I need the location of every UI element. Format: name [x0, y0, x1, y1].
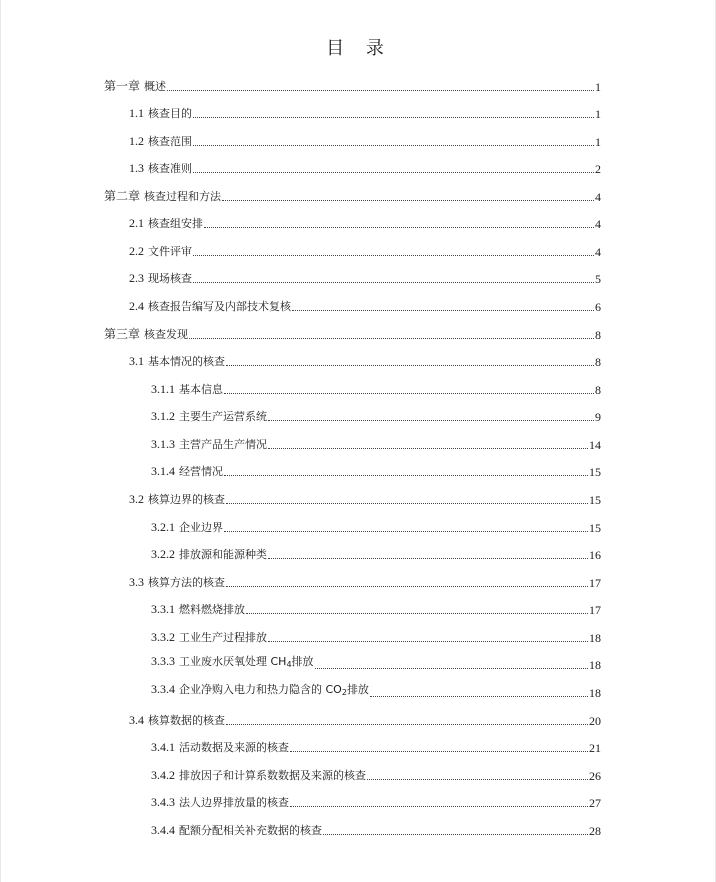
dot-leader — [367, 779, 588, 780]
toc-entry-text: 核算方法的核查 — [148, 576, 225, 589]
toc-entry-3-3-1[interactable] — [151, 601, 601, 619]
toc-entry-3-4[interactable] — [129, 712, 601, 730]
dot-leader — [222, 200, 594, 201]
toc-entry-text: 工业生产过程排放 — [179, 631, 267, 644]
toc-entry-3-1[interactable] — [129, 353, 601, 371]
toc-entry-3-3[interactable] — [129, 574, 601, 592]
toc-entry-number: 2.1 — [129, 216, 144, 230]
dot-leader — [189, 338, 594, 339]
toc-entry-text: 活动数据及来源的核查 — [179, 741, 289, 754]
toc-entry-label — [151, 380, 223, 399]
toc-entry-3-1-2[interactable] — [151, 408, 601, 426]
toc-entry-label — [129, 159, 192, 178]
toc-entry-text: 企业边界 — [179, 521, 223, 534]
toc-entry-text: 核查报告编写及内部技术复核 — [148, 300, 291, 313]
dot-leader — [268, 448, 588, 449]
toc-page-number: 18 — [589, 631, 601, 645]
toc-entry-1-2[interactable] — [129, 133, 601, 151]
dot-leader — [193, 255, 594, 256]
toc-entry-text: 基本信息 — [179, 383, 223, 396]
toc-entry-number: 3.3 — [129, 575, 144, 589]
toc-entry-label — [129, 352, 225, 371]
toc-entry-text: 现场核查 — [148, 272, 192, 285]
toc-entry-text: 核查目的 — [148, 107, 192, 120]
dot-leader — [292, 310, 594, 311]
toc-page-number: 18 — [589, 686, 601, 700]
toc-entry-label — [151, 793, 289, 812]
toc-entry-text-tail: 排放 — [346, 683, 369, 696]
toc-entry-number: 3.3.1 — [151, 602, 175, 616]
toc-entry-3-2-1[interactable] — [151, 519, 601, 537]
toc-entry-text: 核查发现 — [144, 328, 189, 341]
toc-entry-text: 核算数据的核查 — [148, 714, 225, 727]
toc-page-number: 8 — [595, 328, 601, 342]
dot-leader — [224, 393, 594, 394]
toc-entry-number: 3.3.3 — [151, 654, 175, 668]
toc-entry-text: 文件评审 — [148, 245, 192, 258]
dot-leader — [323, 834, 588, 835]
dot-leader — [204, 227, 594, 228]
toc-entry-label — [151, 680, 369, 702]
toc-page-number: 17 — [589, 576, 601, 590]
toc-entry-3-3-4[interactable] — [151, 684, 601, 702]
toc-entry-3-4-1[interactable] — [151, 739, 601, 757]
toc-entry-label — [151, 766, 366, 785]
toc-entry-text-tail: 排放 — [291, 655, 314, 668]
subscript: 4 — [286, 660, 292, 669]
dot-leader — [290, 806, 588, 807]
toc-entry-text: 主营产品生产情况 — [179, 438, 267, 451]
toc-page-number: 18 — [589, 658, 601, 672]
dot-leader — [268, 641, 588, 642]
toc-entry-number: 3.1.1 — [151, 382, 175, 396]
dot-leader — [246, 613, 588, 614]
toc-entry-number: 1.2 — [129, 134, 144, 148]
dot-leader — [370, 696, 588, 697]
toc-entry-3-4-4[interactable] — [151, 822, 601, 840]
toc-entry-text: 排放源和能源种类 — [179, 548, 267, 561]
dot-leader — [268, 420, 594, 421]
toc-entry-number: 3.2 — [129, 492, 144, 506]
toc-page-number: 1 — [595, 80, 601, 94]
toc-entry-3-1-4[interactable] — [151, 463, 601, 481]
toc-entry-number: 3.2.2 — [151, 547, 175, 561]
toc-entry-number: 3.1.4 — [151, 464, 175, 478]
toc-entry-label — [129, 711, 225, 730]
toc-page-number: 4 — [595, 190, 601, 204]
toc-entry-number: 3.2.1 — [151, 520, 175, 534]
toc-entry-text: 经营情况 — [179, 465, 223, 478]
toc-entry-number: 3.1.3 — [151, 437, 175, 451]
toc-page-number: 15 — [589, 521, 601, 535]
toc-entry-text: 排放因子和计算系数数据及来源的核查 — [179, 769, 366, 782]
toc-entry-3-3-3[interactable] — [151, 656, 601, 674]
toc-entry-2-3[interactable] — [129, 270, 601, 288]
toc-entry-text: 主要生产运营系统 — [179, 410, 267, 423]
toc-entry-3-4-3[interactable] — [151, 794, 601, 812]
toc-entry-text: 工业废水厌氧处理 CH — [179, 655, 287, 668]
toc-entry-number: 3.4.4 — [151, 823, 175, 837]
toc-entry-label — [151, 518, 223, 537]
toc-entry-label — [151, 652, 314, 674]
toc-page-number: 16 — [589, 548, 601, 562]
toc-entry-text: 核查范围 — [148, 135, 192, 148]
toc-page-number: 4 — [595, 217, 601, 231]
toc-entry-label — [151, 821, 322, 840]
toc-entry-number: 3.3.4 — [151, 682, 175, 696]
toc-page-number: 8 — [595, 355, 601, 369]
toc-entry-label — [151, 435, 267, 454]
dot-leader — [226, 724, 588, 725]
toc-entry-3-4-2[interactable] — [151, 767, 601, 785]
toc-entry-text: 企业净购入电力和热力隐含的 CO — [179, 683, 342, 696]
toc-entry-label — [104, 325, 188, 344]
toc-entry-2-1[interactable] — [129, 215, 601, 233]
toc-entry-label — [151, 462, 223, 481]
toc-entry-number: 2.4 — [129, 299, 144, 313]
toc-entry-3-3-2[interactable] — [151, 629, 601, 647]
toc-page-number: 15 — [589, 465, 601, 479]
toc-entry-2-2[interactable] — [129, 243, 601, 261]
toc-entry-label — [151, 545, 267, 564]
toc-page-number: 21 — [589, 741, 601, 755]
dot-leader — [268, 558, 588, 559]
toc-entry-number: 2.2 — [129, 244, 144, 258]
dot-leader — [226, 586, 588, 587]
toc-entry-3-2-2[interactable] — [151, 546, 601, 564]
toc-entry-number: 1.3 — [129, 161, 144, 175]
toc-entry-text: 燃料燃烧排放 — [179, 603, 245, 616]
toc-entry-number: 3.1.2 — [151, 409, 175, 423]
toc-entry-number: 3.4.3 — [151, 795, 175, 809]
toc-entry-number: 3.4.2 — [151, 768, 175, 782]
toc-entry-chapter-3[interactable] — [104, 326, 601, 344]
dot-leader — [224, 475, 588, 476]
toc-entry-number: 第二章 — [104, 189, 141, 203]
toc-page-number: 2 — [595, 162, 601, 176]
toc-entry-label — [129, 297, 291, 316]
toc-entry-number: 3.1 — [129, 354, 144, 368]
toc-entry-label — [129, 214, 203, 233]
toc-entry-number: 3.4 — [129, 713, 144, 727]
toc-page-number: 14 — [589, 438, 601, 452]
dot-leader — [193, 282, 594, 283]
toc-title: 目 录 — [326, 38, 392, 59]
toc-page-number: 4 — [595, 245, 601, 259]
dot-leader — [315, 668, 588, 669]
dot-leader — [224, 531, 588, 532]
toc-entry-text: 核查组安排 — [148, 217, 203, 230]
toc-page-number: 1 — [595, 107, 601, 121]
toc-entry-1-1[interactable] — [129, 105, 601, 123]
toc-page-number: 17 — [589, 603, 601, 617]
toc-entry-label — [129, 242, 192, 261]
toc-entry-number: 3.4.1 — [151, 740, 175, 754]
toc-entry-label — [104, 77, 166, 96]
toc-page-number: 15 — [589, 493, 601, 507]
toc-entry-label — [151, 628, 267, 647]
dot-leader — [167, 90, 594, 91]
toc-page-number: 26 — [589, 769, 601, 783]
toc-entry-label — [104, 187, 221, 206]
toc-entry-number: 3.3.2 — [151, 630, 175, 644]
toc-entry-number: 2.3 — [129, 271, 144, 285]
toc-page-number: 9 — [595, 410, 601, 424]
dot-leader — [193, 117, 594, 118]
toc-page-number: 1 — [595, 135, 601, 149]
toc-entry-label — [129, 490, 225, 509]
dot-leader — [290, 751, 588, 752]
toc-entry-3-1-3[interactable] — [151, 436, 601, 454]
toc-entry-3-1-1[interactable] — [151, 381, 601, 399]
toc-entry-2-4[interactable] — [129, 298, 601, 316]
toc-entry-text: 核查准则 — [148, 162, 192, 175]
toc-entry-label — [151, 738, 289, 757]
toc-page-number: 5 — [595, 272, 601, 286]
toc-entry-label — [129, 132, 192, 151]
toc-entry-3-2[interactable] — [129, 491, 601, 509]
toc-entry-number: 1.1 — [129, 106, 144, 120]
toc-entry-label — [129, 269, 192, 288]
toc-entry-label — [151, 407, 267, 426]
toc-entry-text: 核算边界的核查 — [148, 493, 225, 506]
toc-page-number: 20 — [589, 714, 601, 728]
dot-leader — [226, 365, 594, 366]
toc-entry-1-3[interactable] — [129, 160, 601, 178]
toc-entry-chapter-2[interactable] — [104, 188, 601, 206]
dot-leader — [193, 145, 594, 146]
subscript: 2 — [341, 688, 347, 697]
toc-entry-number: 第一章 — [104, 79, 141, 93]
toc-entry-text: 核查过程和方法 — [144, 190, 222, 203]
toc-entry-text: 配额分配相关补充数据的核查 — [179, 824, 322, 837]
toc-page-number: 27 — [589, 796, 601, 810]
toc-entry-label — [129, 104, 192, 123]
toc-page-number: 28 — [589, 824, 601, 838]
toc-entry-label — [129, 573, 225, 592]
toc-page-number: 8 — [595, 383, 601, 397]
toc-entry-chapter-1[interactable] — [104, 78, 601, 96]
toc-entry-text: 概述 — [144, 80, 167, 93]
dot-leader — [193, 172, 594, 173]
toc-entry-text: 基本情况的核查 — [148, 355, 225, 368]
toc-entry-number: 第三章 — [104, 327, 141, 341]
dot-leader — [226, 503, 588, 504]
toc-page-number: 6 — [595, 300, 601, 314]
toc-entry-label — [151, 600, 245, 619]
toc-entry-text: 法人边界排放量的核查 — [179, 796, 289, 809]
